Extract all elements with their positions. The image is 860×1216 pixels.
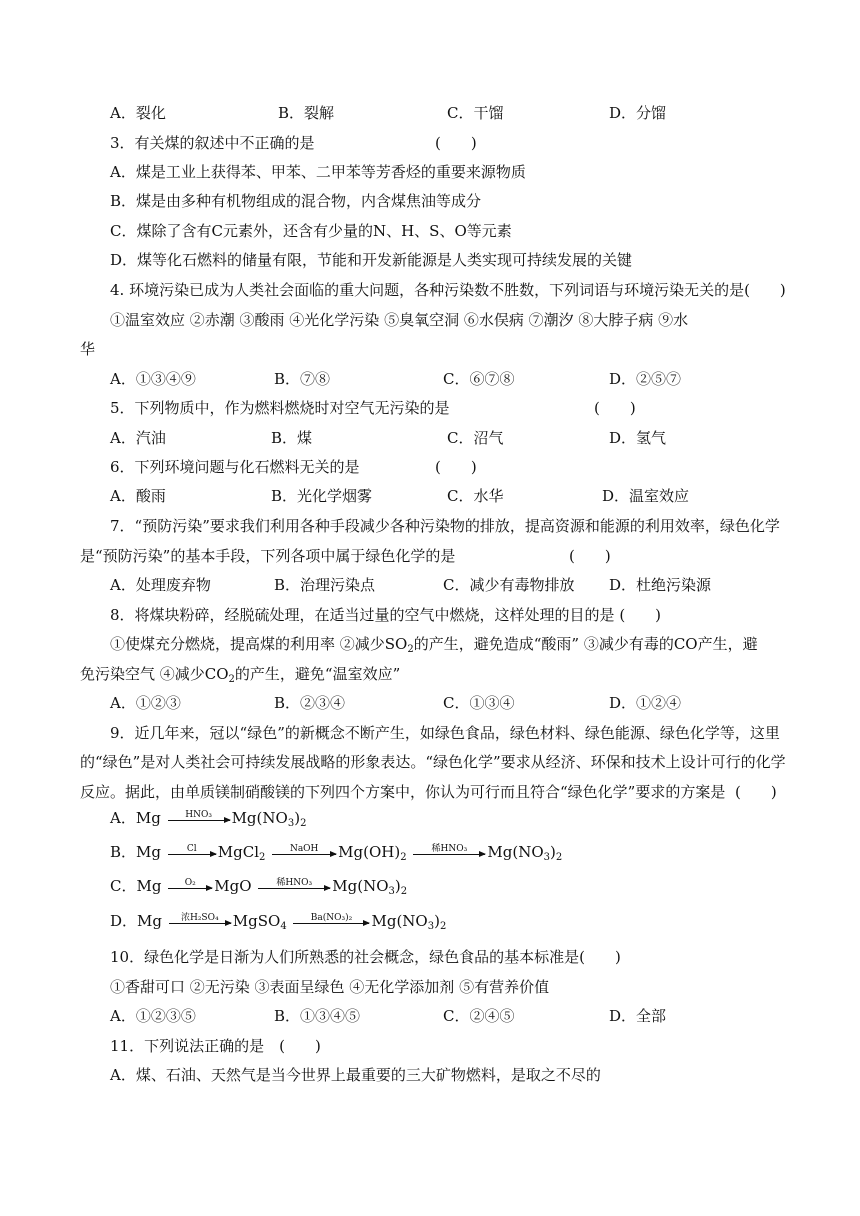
answer-blank: ( ) [735, 783, 777, 801]
product: ) [550, 843, 556, 861]
option-d: D．全部 [609, 1007, 667, 1025]
option-a: A．①③④⑨ [110, 370, 196, 388]
option-b: B．光化学烟雾 [271, 487, 373, 505]
option-a: A．汽油 [110, 429, 166, 447]
reactant: C．Mg [110, 877, 162, 895]
reaction-condition: 稀HNO₃ [276, 877, 313, 888]
option-b: B．⑦⑧ [274, 370, 331, 388]
subscript: 3 [427, 921, 435, 932]
question-stem: 7．“预防污染”要求我们利用各种手段减少各种污染物的排放，提高资源和能源的利用效率，绿色化学 [110, 517, 780, 535]
product: Mg(NO [371, 912, 428, 930]
option-d: D．温室效应 [602, 487, 690, 505]
question-stem: 4. 环境污染已成为人类社会面临的重大问题，各种污染数不胜数，下列词语与环境污染无关的是( ) [110, 281, 786, 299]
reaction-arrow [169, 913, 231, 932]
option-d: D．分馏 [609, 104, 667, 122]
option-a: A．酸雨 [110, 487, 166, 505]
question-stem: 9．近几年来，冠以“绿色”的新概念不断产生，如绿色食品，绿色材料、绿色能源、绿色化学等，这里 [110, 724, 780, 742]
item-text: ①使煤充分燃烧，提高煤的利用率 ②减少SO [110, 635, 408, 653]
reaction-arrow [293, 913, 369, 932]
subscript: 3 [388, 886, 395, 897]
option-d: D．杜绝污染源 [609, 576, 712, 594]
question-stem: 10．绿色化学是日渐为人们所熟悉的社会概念，绿色食品的基本标准是( ) [110, 948, 621, 966]
option-b: B．②③④ [274, 694, 346, 712]
option-b: B．煤 [271, 429, 313, 447]
option-c: C．①③④ [443, 694, 515, 712]
item-list-cont [80, 664, 400, 684]
reactant: B．Mg [110, 843, 161, 861]
subscript: 2 [400, 852, 407, 863]
answer-blank: ( ) [435, 458, 477, 476]
option-b: B．煤是由多种有机物组成的混合物，内含煤焦油等成分 [110, 192, 482, 210]
product: MgSO [232, 912, 281, 930]
option-c: C．干馏 [447, 104, 504, 122]
option-a: A．裂化 [110, 104, 166, 122]
product: Mg(NO [332, 877, 389, 895]
item-list: ①香甜可口 ②无污染 ③表面呈绿色 ④无化学添加剂 ⑤有营养价值 [110, 978, 550, 996]
option-d: D．氢气 [609, 429, 667, 447]
answer-blank: ( ) [569, 547, 611, 565]
reaction-option-d [110, 911, 446, 932]
option-d: D．②⑤⑦ [609, 370, 682, 388]
answer-blank: ( ) [435, 134, 477, 152]
option-b: B．治理污染点 [274, 576, 376, 594]
question-stem: 3．有关煤的叙述中不正确的是 [110, 134, 315, 152]
reaction-arrow [258, 878, 330, 897]
answer-blank: ( ) [594, 399, 636, 417]
option-a: A．煤、石油、天然气是当今世界上最重要的三大矿物燃料，是取之不尽的 [110, 1066, 601, 1084]
subscript: 2 [400, 886, 408, 897]
question-stem: 6．下列环境问题与化石燃料无关的是 [110, 458, 360, 476]
option-d: D．①②④ [609, 694, 682, 712]
reaction-option-b [110, 842, 562, 863]
reaction-option-c [110, 876, 407, 897]
reaction-arrow [168, 878, 212, 897]
product: ) [294, 809, 301, 827]
reaction-arrow [168, 844, 216, 863]
product: MgO [214, 877, 252, 895]
subscript: 2 [555, 852, 563, 863]
reaction-condition: 浓H₂SO₄ [180, 912, 219, 923]
reaction-arrow [413, 844, 485, 863]
product: Mg(NO [487, 843, 544, 861]
reaction-option-a [110, 808, 306, 829]
question-stem-cont: 的“绿色”是对人类社会可持续发展战略的形象表达。“绿色化学”要求从经济、环保和技术上设计可行的化学 [80, 753, 786, 771]
option-b: B．裂解 [278, 104, 335, 122]
reaction-arrow [168, 810, 230, 829]
reaction-condition: NaOH [289, 843, 319, 854]
subscript: 2 [300, 818, 307, 829]
subscript: 2 [407, 644, 414, 655]
reactant: A．Mg [110, 809, 161, 827]
item-list [110, 634, 758, 654]
option-a: A．处理废弃物 [110, 576, 211, 594]
subscript: 3 [543, 852, 550, 863]
option-c: C．⑥⑦⑧ [443, 370, 515, 388]
reaction-arrow [272, 844, 336, 863]
product: MgCl [217, 843, 260, 861]
option-c: C．水华 [447, 487, 504, 505]
option-a: A．①②③ [110, 694, 181, 712]
question-stem: 8．将煤块粉碎，经脱硫处理，在适当过量的空气中燃烧，这样处理的目的是 ( ) [110, 606, 662, 624]
product: ) [434, 912, 440, 930]
item-text: 的产生，避免造成“酸雨” ③减少有毒的CO产生，避 [413, 635, 758, 653]
product: Mg(NO [231, 809, 288, 827]
option-a: A．①②③⑤ [110, 1007, 196, 1025]
subscript: 3 [287, 818, 295, 829]
item-text: 免污染空气 ④减少CO [80, 665, 229, 683]
option-c: C．煤除了含有C元素外，还含有少量的N、H、S、O等元素 [110, 222, 512, 240]
subscript: 2 [439, 921, 447, 932]
subscript: 4 [280, 921, 287, 932]
reaction-condition: Ba(NO₃)₂ [310, 912, 353, 923]
reaction-condition: HNO₃ [185, 809, 212, 820]
item-text: 的产生，避免“温室效应” [234, 665, 401, 683]
option-c: C．减少有毒物排放 [443, 576, 575, 594]
reaction-condition: O₂ [184, 877, 196, 888]
product: Mg(OH) [338, 843, 401, 861]
subscript: 2 [259, 852, 266, 863]
option-d: D．煤等化石燃料的储量有限，节能和开发新能源是人类实现可持续发展的关键 [110, 251, 633, 269]
question-stem: 11．下列说法正确的是 ( ) [110, 1037, 321, 1055]
question-stem-cont: 是“预防污染”的基本手段，下列各项中属于绿色化学的是 [80, 547, 456, 565]
question-stem: 5．下列物质中，作为燃料燃烧时对空气无污染的是 [110, 399, 450, 417]
reaction-condition: 稀HNO₃ [431, 843, 468, 854]
reactant: D．Mg [110, 912, 162, 930]
option-a: A．煤是工业上获得苯、甲苯、二甲苯等芳香烃的重要来源物质 [110, 163, 526, 181]
subscript: 2 [228, 674, 235, 685]
item-list-cont: 华 [80, 340, 96, 358]
reaction-condition: Cl [186, 843, 197, 854]
question-stem-cont: 反应。据此，由单质镁制硝酸镁的下列四个方案中，你认为可行而且符合“绿色化学”要求的方案是 [80, 783, 726, 801]
item-list: ①温室效应 ②赤潮 ③酸雨 ④光化学污染 ⑤臭氧空洞 ⑥水俣病 ⑦潮汐 ⑧大脖子病 ⑨水 [110, 311, 689, 329]
product: ) [394, 877, 401, 895]
option-c: C．沼气 [447, 429, 504, 447]
option-b: B．①③④⑤ [274, 1007, 361, 1025]
option-c: C．②④⑤ [443, 1007, 515, 1025]
